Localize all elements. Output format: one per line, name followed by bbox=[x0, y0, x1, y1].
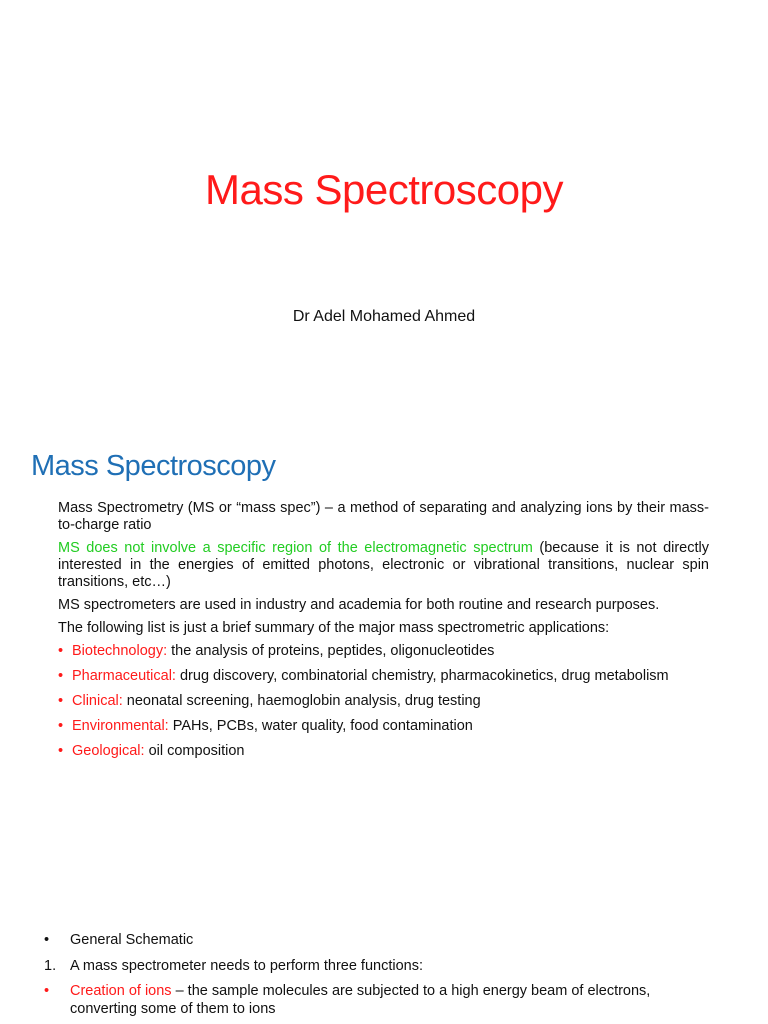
application-label: Geological: bbox=[72, 743, 145, 759]
number-marker: 1. bbox=[44, 958, 57, 974]
item-text: General Schematic bbox=[70, 932, 194, 948]
list-item bbox=[44, 957, 423, 975]
list-item bbox=[58, 718, 709, 735]
application-label: Clinical: bbox=[72, 693, 123, 709]
slide-body bbox=[58, 500, 709, 768]
bullet-marker: • bbox=[44, 932, 50, 948]
list-item bbox=[44, 982, 724, 1018]
slide-heading: Mass Spectroscopy bbox=[31, 450, 276, 482]
application-label: Environmental: bbox=[72, 718, 169, 734]
application-text: drug discovery, combinatorial chemistry, pharmacokinetics, drug metabolism bbox=[175, 668, 669, 684]
slide-author: Dr Adel Mohamed Ahmed bbox=[292, 308, 476, 325]
item-text: A mass spectrometer needs to perform three functions: bbox=[70, 958, 423, 974]
application-text: oil composition bbox=[144, 743, 245, 759]
application-label: Pharmaceutical: bbox=[72, 668, 176, 684]
list-item bbox=[44, 931, 193, 949]
application-text: the analysis of proteins, peptides, oligonucleotides bbox=[167, 643, 495, 659]
schematic-slide bbox=[0, 905, 768, 1024]
definition-paragraph: Mass Spectrometry (MS or “mass spec”) – a method of separating and analyzing ions by their mass-to-charge ratio bbox=[58, 500, 709, 533]
spectrum-paragraph bbox=[58, 540, 709, 591]
application-label: Biotechnology: bbox=[72, 643, 168, 659]
item-text bbox=[70, 982, 710, 1018]
title-slide bbox=[0, 0, 768, 400]
item-description: – the sample molecules are subjected to a high energy beam of electrons, converting some of them to ions bbox=[70, 983, 651, 1017]
applications-list bbox=[58, 643, 709, 760]
usage-paragraph: MS spectrometers are used in industry and academia for both routine and research purposes. bbox=[58, 597, 660, 613]
list-item bbox=[58, 643, 709, 660]
highlight-text: MS does not involve a specific region of the electromagnetic spectrum bbox=[58, 540, 533, 556]
list-item bbox=[58, 743, 709, 760]
application-text: neonatal screening, haemoglobin analysis, drug testing bbox=[122, 693, 481, 709]
paragraph-text: (because it is not directly interested in the energies of emitted photons, electronic or vibrational transitions, nuclear spin transitions, etc…) bbox=[58, 540, 709, 590]
slide-title: Mass Spectroscopy bbox=[205, 166, 563, 213]
summary-paragraph: The following list is just a brief summary of the major mass spectrometric applications: bbox=[58, 620, 610, 636]
list-item bbox=[58, 693, 709, 710]
item-label: Creation of ions bbox=[70, 983, 172, 999]
list-item bbox=[58, 668, 709, 685]
application-text: PAHs, PCBs, water quality, food contamination bbox=[168, 718, 473, 734]
bullet-marker: • bbox=[44, 983, 50, 999]
overview-slide bbox=[0, 420, 768, 890]
